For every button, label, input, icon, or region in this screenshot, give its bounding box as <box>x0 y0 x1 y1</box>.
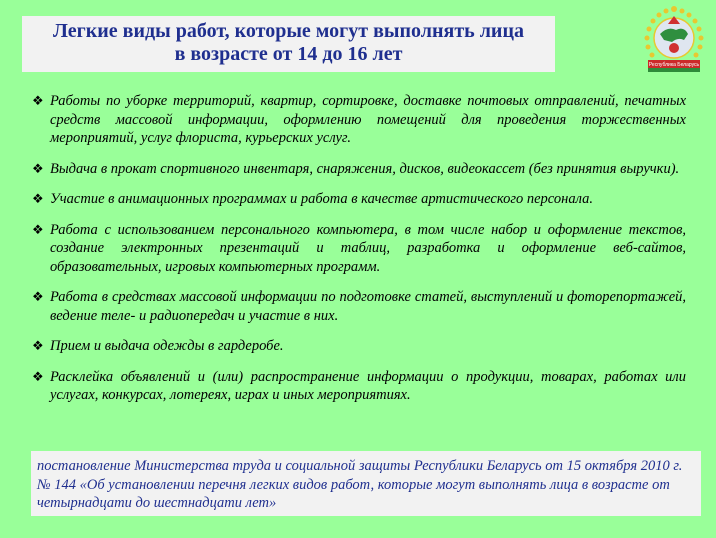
diamond-bullet-icon: ❖ <box>32 160 44 176</box>
list-item <box>32 92 686 148</box>
diamond-bullet-icon: ❖ <box>32 368 44 384</box>
list-item <box>32 221 686 277</box>
list-item-text: Работа в средствах массовой информации по подготовке статей, выступлений и фоторепортажей, ведение теле- и радиопередач и участие в них. <box>50 289 686 324</box>
list-item-text: Работа с использованием персонального компьютера, в том числе набор и оформление текстов, создание электронных презентаций и таблиц, разработка и оформление веб-сайтов, образовательных, игровых компьютерных программ. <box>50 221 686 275</box>
list-item-text: Прием и выдача одежды в гардеробе. <box>50 338 284 354</box>
list-item <box>32 288 686 325</box>
list-item-text: Расклейка объявлений и (или) распространение информации о продукции, товарах, работах или услугах, конкурсах, лотереях, играх и иных мероприятиях. <box>50 368 686 403</box>
belarus-emblem-icon <box>638 4 710 76</box>
list-item <box>32 368 686 405</box>
diamond-bullet-icon: ❖ <box>32 93 44 108</box>
slide-title <box>22 16 555 72</box>
diamond-bullet-icon: ❖ <box>32 221 44 237</box>
legal-reference: постановление Министерства труда и социальной защиты Республики Беларусь от 15 октября 2010 г. № 144 «Об установлении перечня легких видов работ, которые могут выполнять лица в возрасте от четырнадцати до шестнадцати лет» <box>31 451 701 516</box>
list-item-text: Участие в анимационных программах и работа в качестве артистического персонала. <box>50 191 593 207</box>
work-types-list <box>32 92 686 417</box>
title-line-1: Легкие виды работ, которые могут выполнять лица <box>53 20 524 42</box>
list-item-text: Работы по уборке территорий, квартир, сортировке, доставке почтовых отправлений, печатных средств массовой информации, оформлению помещений для проведения торжественных мероприятий, услуг флориста, курьерских услуг. <box>50 93 686 146</box>
list-item <box>32 337 686 356</box>
list-item <box>32 190 686 209</box>
diamond-bullet-icon: ❖ <box>32 289 44 304</box>
diamond-bullet-icon: ❖ <box>32 191 44 206</box>
title-line-2: в возрасте от 14 до 16 лет <box>174 43 403 65</box>
diamond-bullet-icon: ❖ <box>32 338 44 353</box>
list-item-text: Выдача в прокат спортивного инвентаря, снаряжения, дисков, видеокассет (без принятия выручки). <box>50 160 680 177</box>
emblem-ribbon-text: Республика Беларусь <box>648 62 700 68</box>
list-item <box>32 160 686 179</box>
